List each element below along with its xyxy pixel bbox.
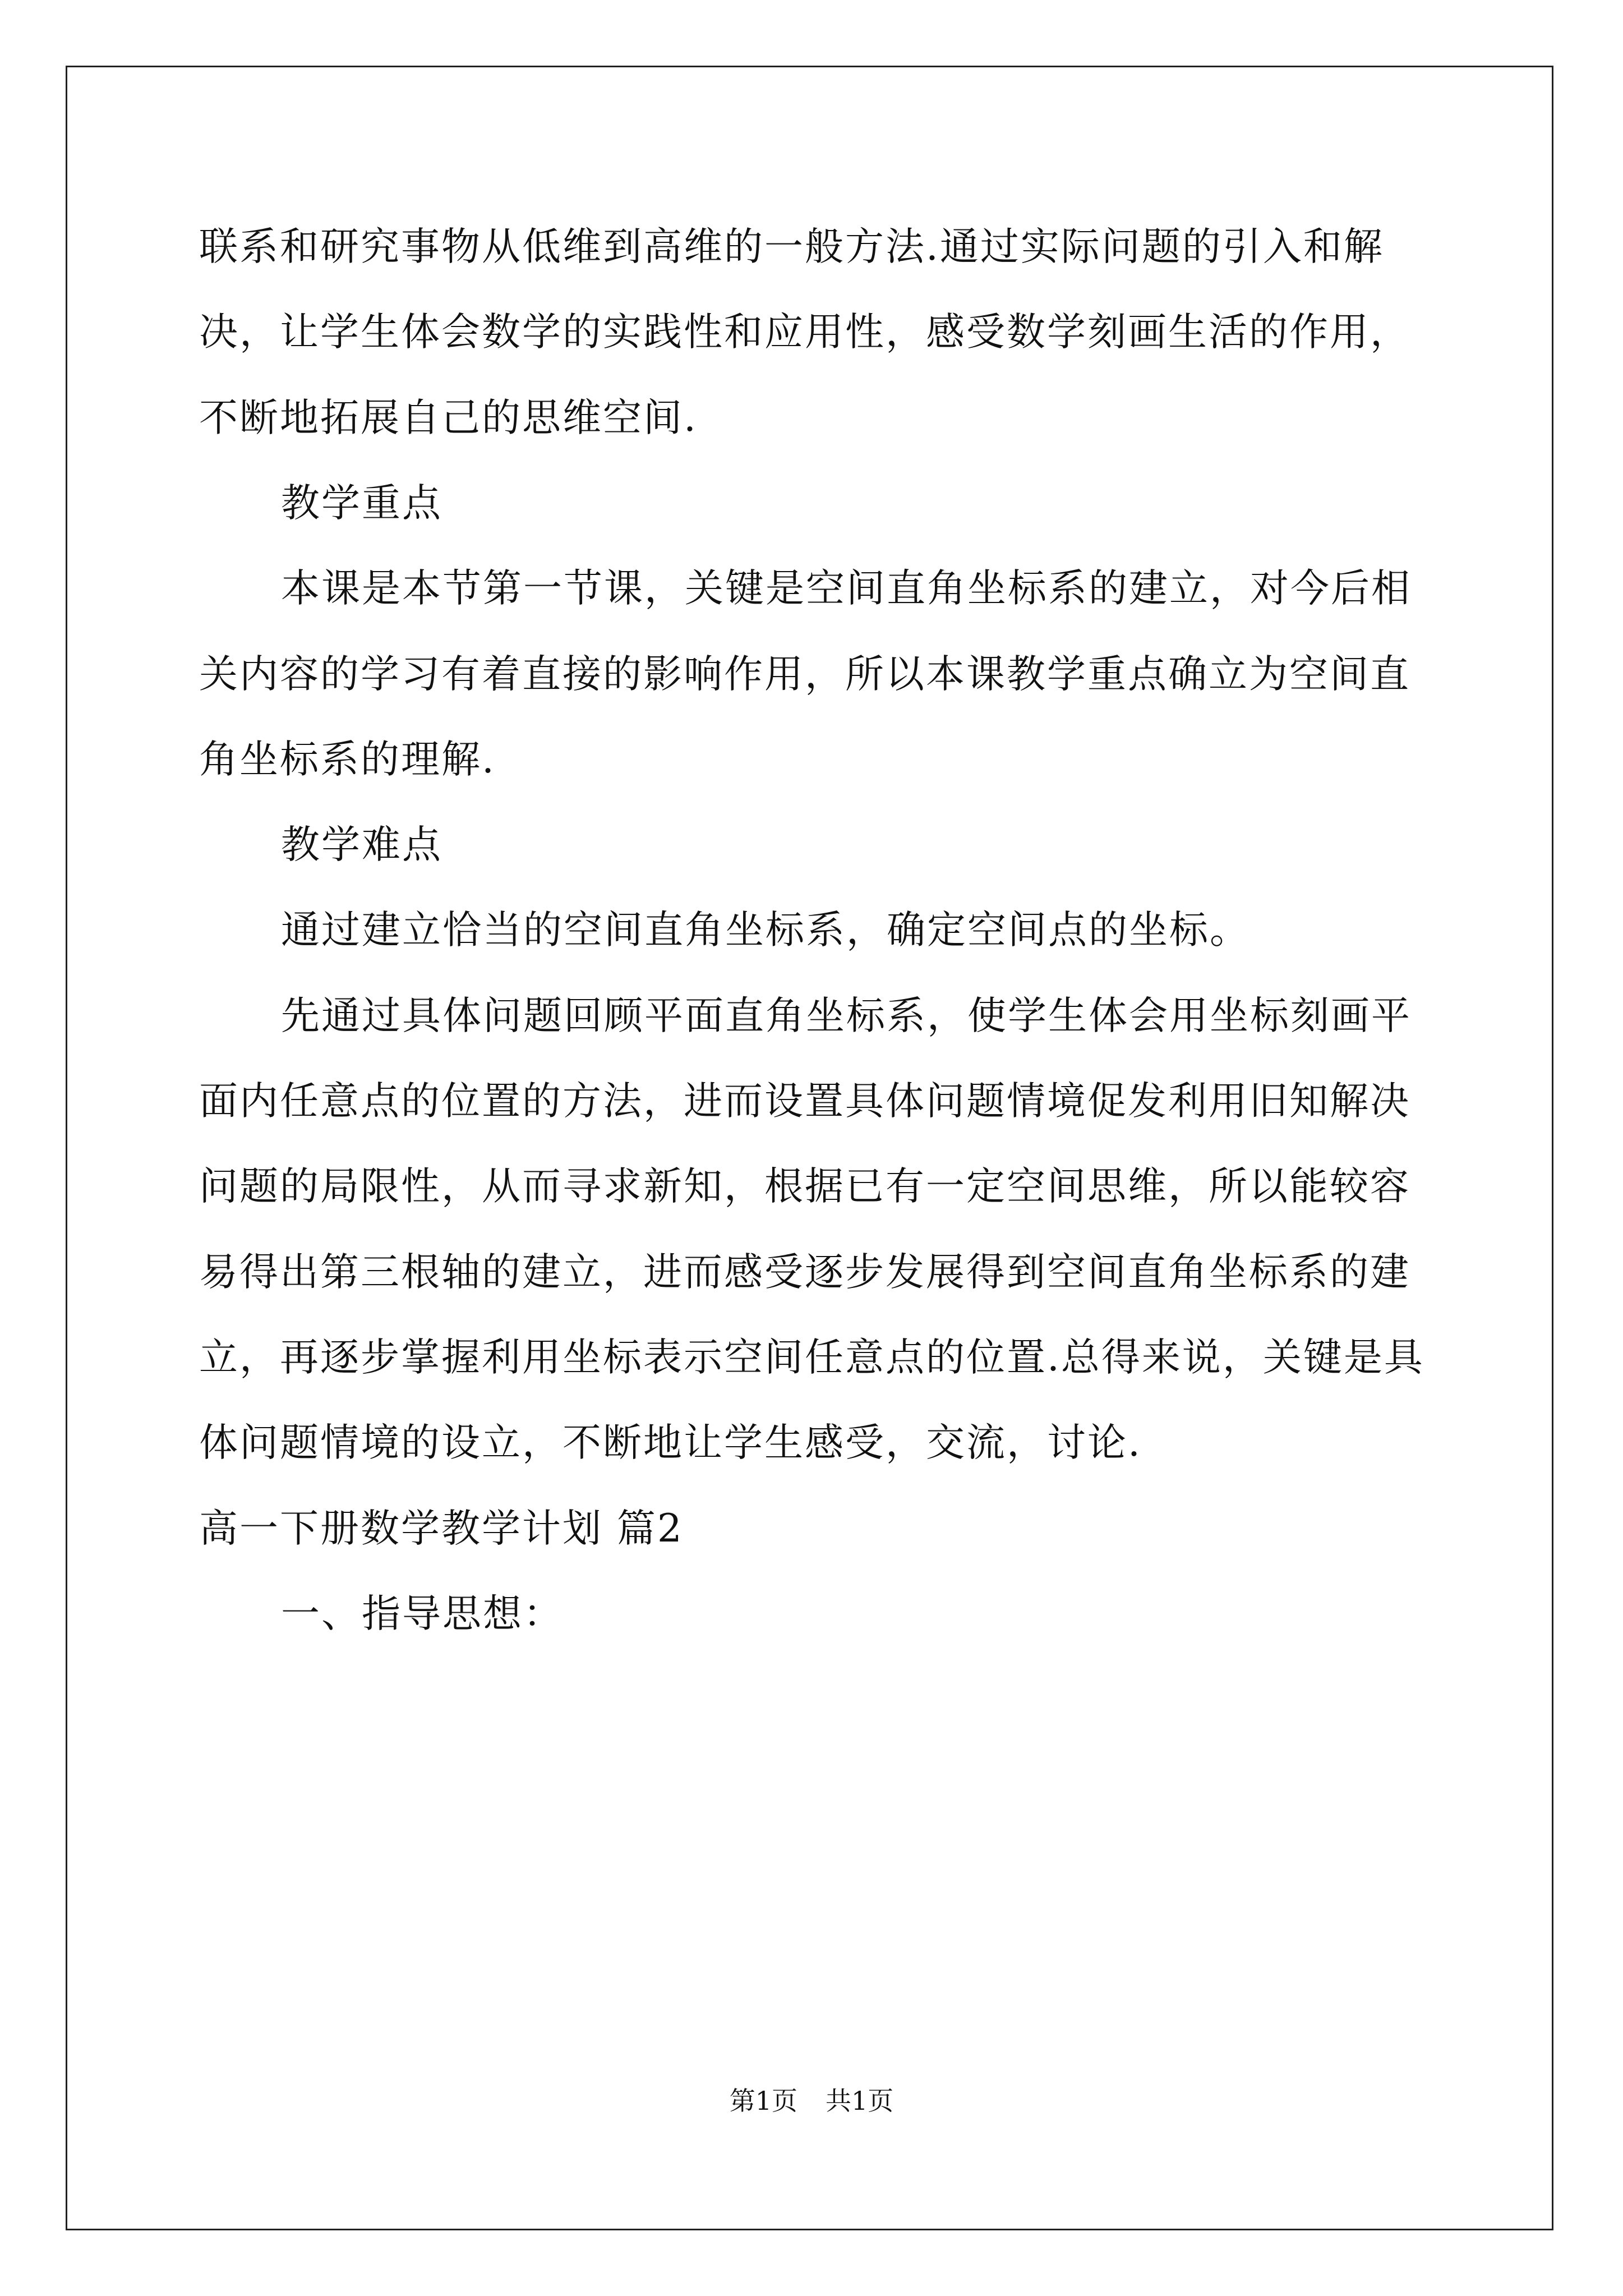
paragraph-line: 不断地拓展自己的思维空间.: [199, 395, 698, 440]
section-heading: 教学难点: [281, 822, 442, 867]
article-heading: 高一下册数学教学计划 篇2: [199, 1506, 684, 1551]
paragraph-line: 联系和研究事物从低维到高维的一般方法.通过实际问题的引入和解: [199, 224, 1384, 269]
paragraph-line: 通过建立恰当的空间直角坐标系，确定空间点的坐标。: [281, 908, 1250, 953]
section-heading: 教学重点: [281, 481, 442, 526]
page-footer: [0, 2084, 1623, 2118]
paragraph-line: 角坐标系的理解.: [199, 737, 496, 782]
paragraph-line: 关内容的学习有着直接的影响作用，所以本课教学重点确立为空间直: [199, 652, 1410, 697]
paragraph-line: 面内任意点的位置的方法，进而设置具体问题情境促发利用旧知解决: [199, 1079, 1410, 1124]
paragraph-line: 易得出第三根轴的建立，进而感受逐步发展得到空间直角坐标系的建: [199, 1250, 1410, 1295]
page-number: 第1页: [729, 2086, 797, 2116]
paragraph-line: 本课是本节第一节课，关键是空间直角坐标系的建立，对今后相: [281, 566, 1412, 611]
paragraph-line: 先通过具体问题回顾平面直角坐标系，使学生体会用坐标刻画平: [281, 993, 1412, 1038]
paragraph-line: 立，再逐步掌握利用坐标表示空间任意点的位置.总得来说，关键是具: [199, 1335, 1424, 1380]
paragraph-line: 问题的局限性，从而寻求新知，根据已有一定空间思维，所以能较容: [199, 1164, 1410, 1209]
page-total: 共1页: [826, 2086, 894, 2116]
section-heading: 一、指导思想：: [281, 1591, 564, 1636]
page-border: [66, 66, 1553, 2230]
paragraph-line: 体问题情境的设立，不断地让学生感受，交流，讨论.: [199, 1420, 1142, 1465]
paragraph-line: 决，让学生体会数学的实践性和应用性，感受数学刻画生活的作用，: [199, 310, 1410, 355]
